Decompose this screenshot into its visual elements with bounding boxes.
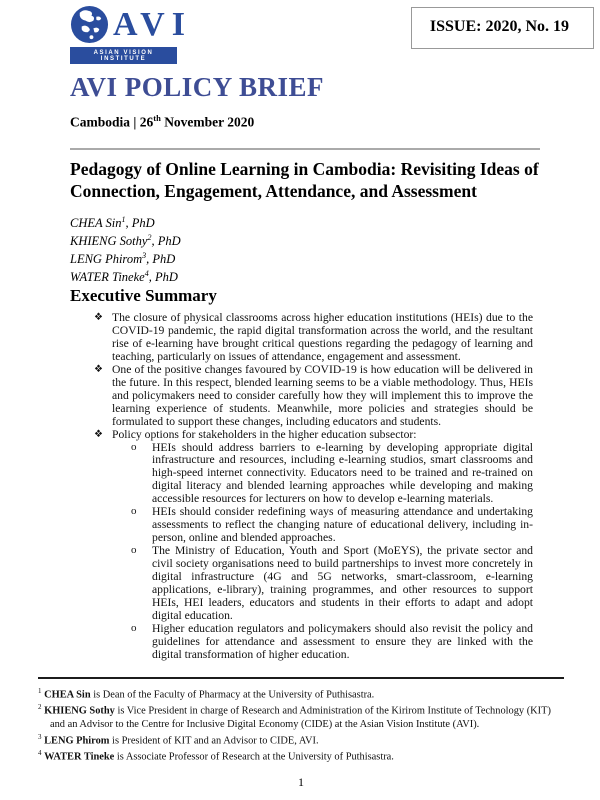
author-footnote-ref: 4	[144, 268, 149, 278]
author-line	[70, 267, 181, 285]
brief-location-date	[70, 113, 254, 131]
summary-bullet-text: One of the positive changes favoured by COVID-19 is how education will be delivered in the future. In this respect, blended learning seems to be a viable methodology. Thus, HEIs and policymakers need to consider carefully how they will implement this to improve the learning experience of students. Meanwhile, more policies and strategies should be formulated to support these changes, including educators and students.	[112, 362, 533, 428]
author-degree: , PhD	[146, 252, 176, 267]
footnote-author-name: WATER Tineke	[44, 751, 115, 763]
policy-option-item	[70, 442, 533, 507]
location-date-separator: |	[130, 114, 140, 130]
author-footnote-ref: 2	[147, 232, 152, 242]
summary-bullet	[70, 364, 533, 429]
brief-month-year: November 2020	[160, 114, 255, 130]
author-line	[70, 249, 181, 267]
summary-bullet-text: The closure of physical classrooms across higher education institutions (HEIs) due to the COVID-19 pandemic, the rapid digital transformation across the world, and the resultant rise of e-learning have brought critical questions regarding the pedagogy of learning and teaching, particularly on issues of attendance, engagement and assessment.	[112, 311, 533, 363]
author-footnote-ref: 3	[142, 250, 147, 260]
policy-option-item	[70, 545, 533, 623]
policy-option-text: HEIs should address barriers to e-learning by developing appropriate digital infrastructure and resources, including e-learning studios, smart classrooms and high-speed internet connectivity. Educators need to be trained and re-trained on digital literacy and blended learning approaches while developing and making accessible resources for lecturers on how to develop e-learning materials.	[152, 440, 533, 506]
circle-bullet-icon: o	[131, 544, 137, 557]
footnote-ref: 3	[38, 732, 42, 741]
footnote-text: is Dean of the Faculty of Pharmacy at the University of Puthisastra.	[90, 689, 375, 701]
footnote-ref: 1	[38, 687, 42, 695]
avi-logo-acronym: AVI	[113, 5, 192, 43]
diamond-bullet-icon: ❖	[94, 428, 103, 440]
footnote-author-name: LENG Phirom	[44, 735, 110, 747]
author-name: CHEA Sin	[70, 216, 122, 231]
author-list	[70, 213, 181, 285]
policy-option-text: Higher education regulators and policymakers should also revisit the policy and guidelines for attendance and assessment to ensure they are linked with the digital transformation of higher education.	[152, 621, 533, 661]
diamond-bullet-icon: ❖	[94, 363, 103, 375]
policy-option-text: The Ministry of Education, Youth and Sport (MoEYS), the private sector and civil society organisations need to build partnerships to invest more concretely in digital infrastructure (4G and 5G networks, smart-classroom, e-learning applications, e-library), training programmes, and other resources to support HEIs, HEI leaders, educators and students in their efforts to adapt and adopt digital education.	[152, 544, 533, 622]
brief-location: Cambodia	[70, 114, 131, 130]
policy-option-item	[70, 623, 533, 662]
circle-bullet-icon: o	[131, 505, 137, 518]
footnote-author-name: KHIENG Sothy	[44, 705, 115, 717]
author-degree: , PhD	[125, 216, 155, 231]
footnote-ref: 4	[38, 749, 42, 758]
footnote	[38, 747, 564, 763]
footnote-section	[38, 677, 564, 790]
policy-options-intro: Policy options for stakeholders in the higher education subsector:	[112, 427, 417, 441]
globe-icon	[70, 5, 109, 44]
avi-logo	[70, 5, 192, 64]
footnote-ref: 2	[38, 703, 42, 712]
author-footnote-ref: 1	[121, 215, 126, 224]
author-name: KHIENG Sothy	[70, 234, 148, 249]
brief-day: 26	[139, 114, 154, 130]
issue-number: ISSUE: 2020, No. 19	[411, 7, 594, 49]
author-degree: , PhD	[148, 270, 178, 285]
article-title: Pedagogy of Online Learning in Cambodia: Revisiting Ideas of Connection, Engagement, Attendance, and Assessment	[70, 159, 539, 202]
author-name: WATER Tineke	[70, 270, 145, 285]
page-number: 1	[298, 774, 304, 789]
summary-bullet	[70, 312, 533, 364]
avi-logo-institute-bar: ASIAN VISION INSTITUTE	[70, 47, 177, 64]
header-divider-line	[70, 148, 540, 150]
brief-series-title: AVI POLICY BRIEF	[70, 72, 325, 102]
policy-option-text: HEIs should consider redefining ways of measuring attendance and undertaking assessments to reflect the changing nature of educational delivery, including in-person, online and blended approaches.	[152, 505, 533, 545]
footnote-text: is Associate Professor of Research at the University of Puthisastra.	[114, 751, 394, 763]
circle-bullet-icon: o	[131, 440, 137, 453]
circle-bullet-icon: o	[131, 621, 137, 634]
footnote-text: is President of KIT and an Advisor to CIDE, AVI.	[109, 735, 319, 747]
executive-summary-heading: Executive Summary	[70, 286, 217, 305]
policy-option-item	[70, 506, 533, 545]
executive-summary-body	[70, 312, 533, 662]
author-name: LENG Phirom	[70, 252, 143, 267]
avi-logo-top	[70, 5, 192, 44]
author-line	[70, 231, 181, 249]
footnote	[38, 731, 564, 747]
author-line	[70, 213, 181, 231]
footnote-text: is Vice President in charge of Research and Administration of the Kirirom Institute of Technology (KIT) and an Advisor to the Centre for Inclusive Digital Economy (CIDE) at the Asian Vision Institute (AVI).	[50, 705, 551, 730]
author-degree: , PhD	[151, 234, 181, 249]
footnote-author-name: CHEA Sin	[44, 689, 91, 701]
diamond-bullet-icon: ❖	[94, 312, 103, 323]
brief-day-ordinal: th	[153, 113, 161, 123]
footnote	[38, 701, 564, 730]
footnote	[38, 685, 564, 701]
